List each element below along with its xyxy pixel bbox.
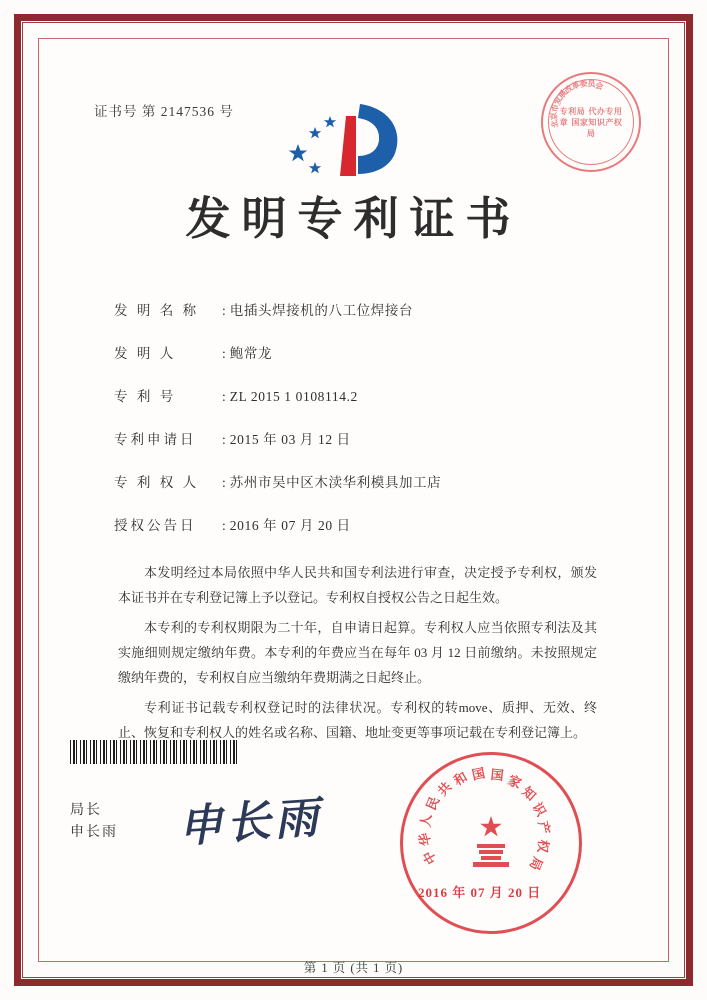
field-colon: :	[222, 389, 226, 404]
field-label: 授权公告日	[114, 518, 197, 533]
page-title: 发明专利证书	[185, 192, 522, 245]
field-label: 发 明 名 称	[114, 303, 200, 318]
signature-block	[70, 800, 118, 843]
page-footer: 第 1 页 (共 1 页)	[303, 961, 404, 975]
field-colon: :	[222, 432, 226, 447]
agency-seal-center-text: 专利局 代办专用章 国家知识产权局	[559, 105, 623, 138]
field-row	[114, 471, 605, 491]
paragraph: 专利证书记载专利权登记时的法律状况。专利权的转move、质押、无效、终止、恢复和专利权人的姓名或名称、国籍、地址变更等事项记载在专利登记簿上。	[118, 699, 597, 741]
fields-list	[72, 299, 635, 534]
agency-seal: 北 京 市 发 展 改 革 委 员 会 专利局 代办专用章 国家知识产权局	[541, 72, 641, 172]
field-row	[114, 299, 605, 319]
field-label: 专 利 权 人	[114, 475, 200, 490]
seal-ring-text: 中 华 人 民 共 和 国 国 家 知 识 产 权 局	[417, 766, 552, 873]
field-colon: :	[222, 475, 226, 490]
field-value: 2015 年 03 月 12 日	[229, 432, 351, 447]
barcode	[70, 740, 238, 764]
field-value: 电插头焊接机的八工位焊接台	[229, 303, 414, 318]
certificate-number-label: 证书号	[94, 104, 138, 119]
field-value: ZL 2015 1 0108114.2	[229, 389, 358, 404]
certificate-number-value: 第 2147536 号	[141, 104, 234, 119]
field-colon: :	[222, 346, 226, 361]
field-row	[114, 428, 605, 448]
field-row	[114, 514, 605, 534]
director-role-label: 局长	[70, 803, 102, 818]
national-emblem-icon	[459, 814, 523, 872]
body-paragraphs	[72, 560, 635, 745]
paragraph: 本发明经过本局依照中华人民共和国专利法进行审查，决定授予专利权，颁发本证书并在专利登记簿上予以登记。专利权自授权公告之日起生效。	[118, 565, 597, 606]
field-colon: :	[222, 518, 226, 533]
field-colon: :	[222, 303, 226, 318]
field-value: 鲍常龙	[229, 346, 273, 361]
field-label: 发 明 人	[114, 346, 177, 361]
field-value: 2016 年 07 月 20 日	[229, 518, 351, 533]
seal-date: 2016 年 07 月 20 日	[418, 885, 542, 900]
director-name-label: 申长雨	[70, 824, 118, 840]
field-row	[114, 342, 605, 362]
field-label: 专利申请日	[114, 432, 197, 447]
field-value: 苏州市吴中区木渎华利模具加工店	[229, 475, 442, 490]
official-seal	[400, 752, 582, 934]
paragraph: 本专利的专利权期限为二十年，自申请日起算。专利权人应当依照专利法及其实施细则规定缴纳年费。本专利的年费应当在每年 03 月 12 日前缴纳。未按照规定缴纳年费的，专利权自应当缴纳年费期满之日起终止。	[118, 619, 597, 686]
field-label: 专 利 号	[114, 389, 177, 404]
handwritten-signature: 申长雨	[176, 792, 324, 853]
field-row	[114, 385, 605, 405]
